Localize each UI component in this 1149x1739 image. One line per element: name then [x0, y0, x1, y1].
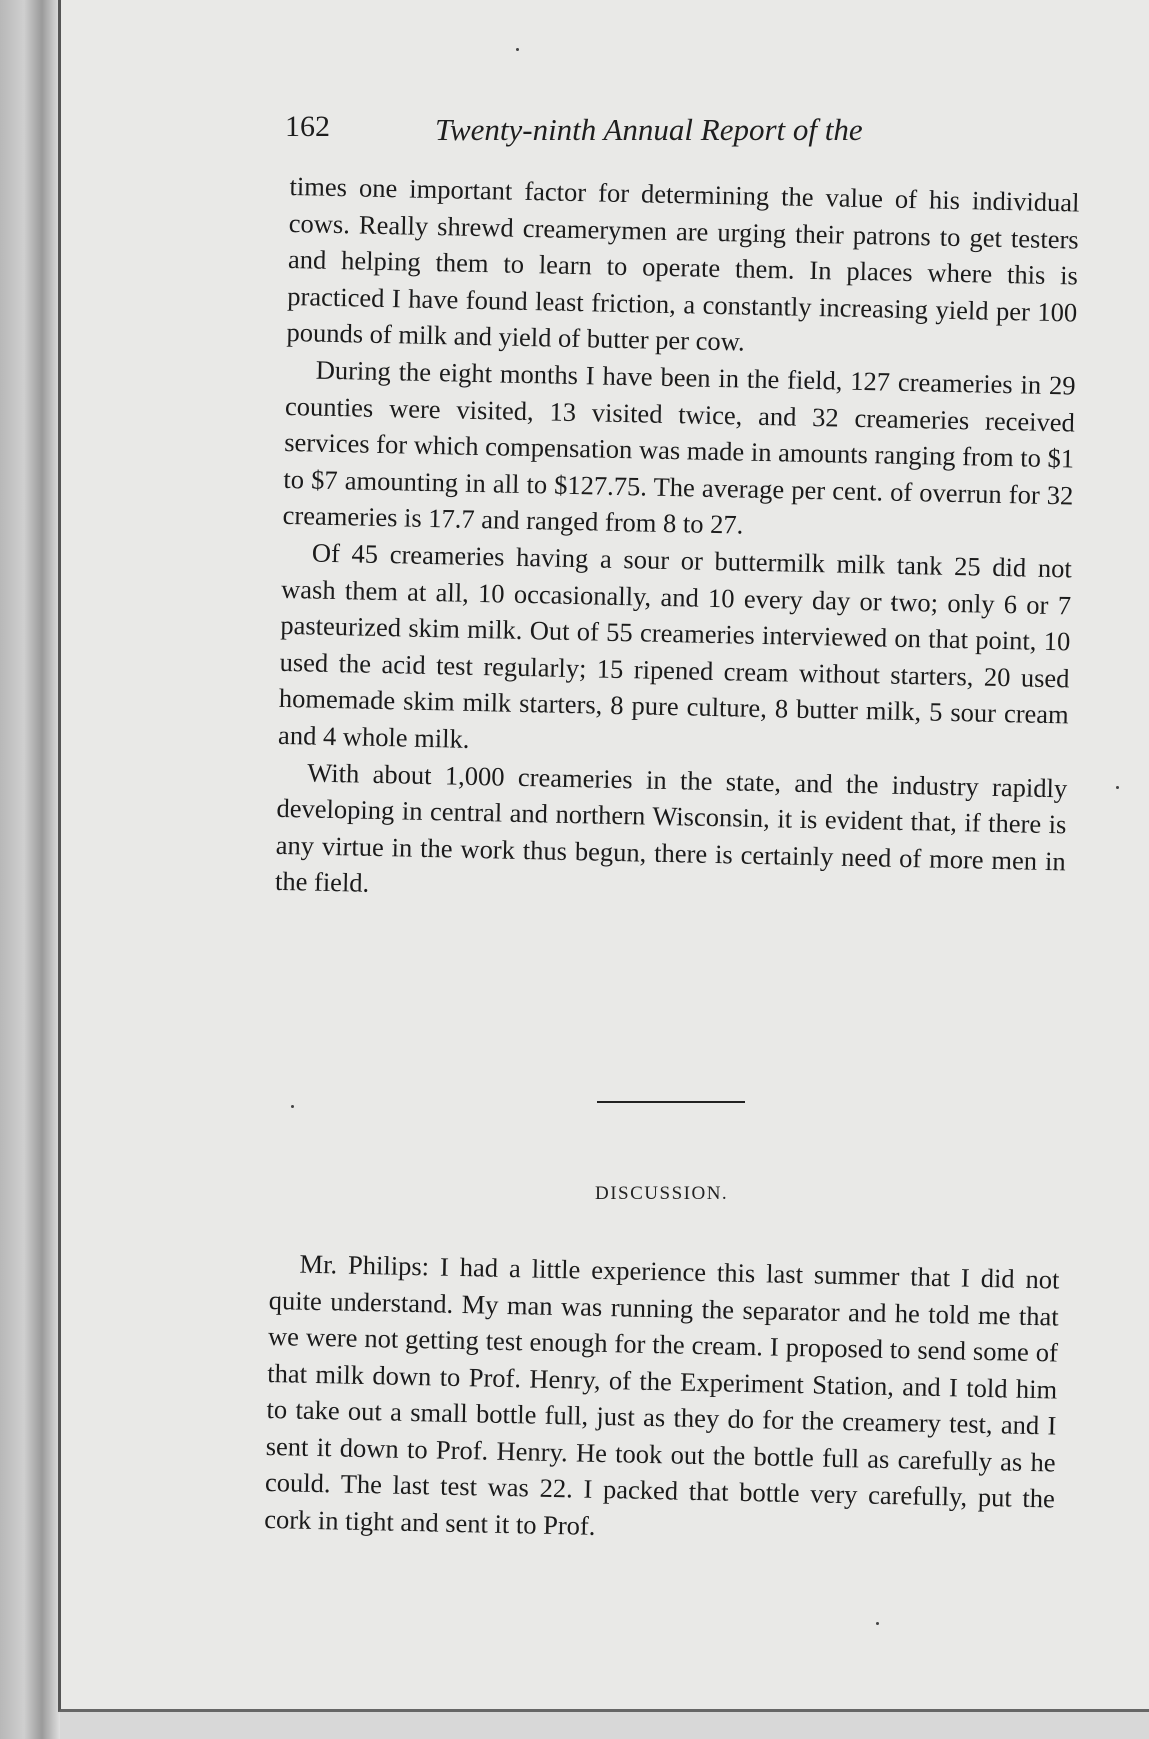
paragraph: times one important factor for determining the value of his individual cows. Really shrewd creamerymen are urging their patrons to get testers and helping them to learn to operate them. In places where this is practiced I have found least friction, a constantly increasing yield per 100 pounds of milk and yield of butter per cow. — [286, 170, 1080, 357]
paragraph: With about 1,000 creameries in the state, and the industry rapidly developing in central and northern Wisconsin, it is evident that, if there is any virtue in the work thus begun, there is certainly need of more men in the field. — [274, 756, 1068, 899]
running-header — [285, 110, 925, 156]
ink-speck — [1116, 786, 1119, 789]
book-gutter — [0, 0, 60, 1739]
running-title: Twenty-ninth Annual Report of the — [435, 112, 863, 147]
ink-speck — [291, 1105, 294, 1108]
discussion-text — [264, 1245, 1060, 1553]
ink-speck — [876, 1622, 879, 1625]
page-number: 162 — [285, 110, 330, 143]
section-divider — [597, 1101, 745, 1103]
paragraph: Mr. Philips: I had a little experience this last summer that I did not quite understand. My man was running the separator and he told me that we were not getting test enough for the cream. I proposed to send some of that milk down to Prof. Henry, of the Experiment Station, and I told him to take out a small bottle full, just as they do for the creamery test, and I sent it down to Prof. Henry. He took out the bottle full as carefully as he could. The last test was 22. I packed that bottle very carefully, put the cork in tight and sent it to Prof. — [263, 1248, 1060, 1541]
paragraph: During the eight months I have been in the field, 127 creameries in 29 counties were visited, 13 visited twice, and 32 creameries received services for which compensation was made in amounts ranging from to $1 to $7 amounting in all to $127.75. The average per cent. of overrun for 32 creameries is 17.7 and ranged from 8 to 27. — [282, 354, 1076, 540]
body-text — [275, 168, 1080, 916]
ink-speck — [516, 48, 519, 51]
paragraph: Of 45 creameries having a sour or buttermilk milk tank 25 did not wash them at all, 10 occasionally, and 10 every day or two; only 6 or 7 pasteurized skim milk. Out of 55 creameries interviewed on that point, 10 used the acid test regularly; 15 ripened cream without starters, 20 used homemade skim milk starters, 8 pure culture, 8 butter milk, 5 sour cream and 4 whole milk. — [277, 537, 1073, 754]
section-heading: DISCUSSION. — [595, 1183, 729, 1204]
